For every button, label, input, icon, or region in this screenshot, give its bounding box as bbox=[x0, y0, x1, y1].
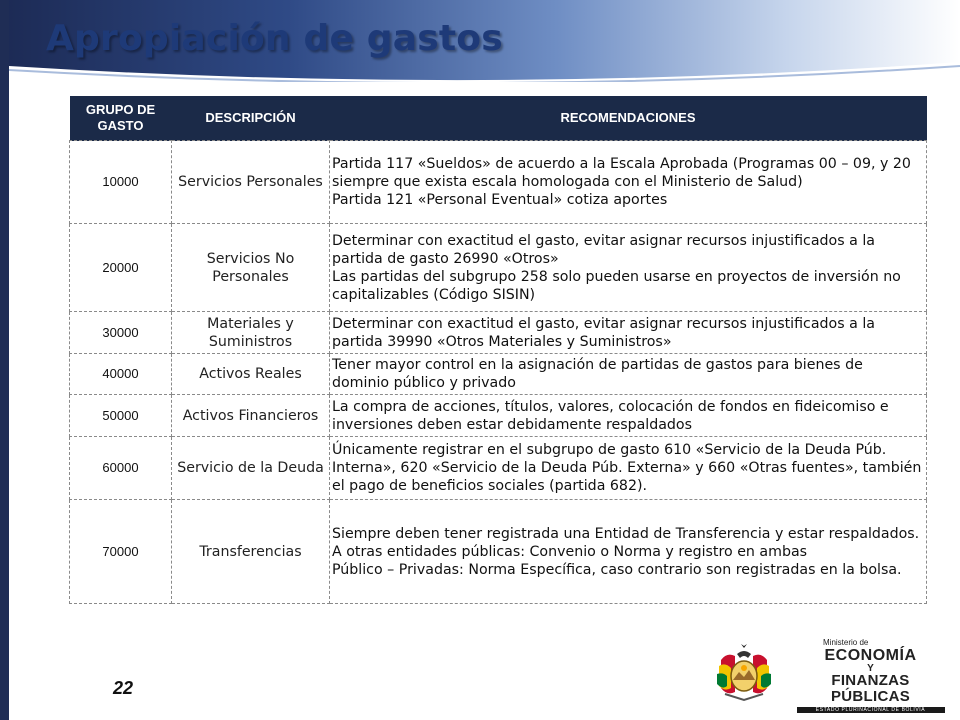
logo-y: Y bbox=[867, 663, 874, 674]
ministry-logo bbox=[713, 638, 948, 713]
row-code: 60000 bbox=[70, 437, 172, 500]
bolivia-coat-of-arms-icon bbox=[713, 642, 775, 702]
table-row bbox=[70, 141, 927, 224]
page-number: 22 bbox=[113, 678, 134, 698]
header-recomendaciones: RECOMENDACIONES bbox=[330, 96, 927, 141]
row-code: 10000 bbox=[70, 141, 172, 224]
row-code: 20000 bbox=[70, 224, 172, 312]
logo-estado: ESTADO PLURINACIONAL DE BOLIVIA bbox=[797, 707, 945, 713]
row-description: Activos Reales bbox=[172, 354, 330, 395]
row-code: 40000 bbox=[70, 354, 172, 395]
row-recommendation: Siempre deben tener registrada una Entidad de Transferencia y estar respaldados. A otras entidades públicas: Convenio o Norma y registro en ambas Público – Privadas: Norma Específica, caso contrario son registradas en la bolsa. bbox=[332, 525, 920, 578]
table-row bbox=[70, 395, 927, 437]
table-row bbox=[70, 437, 927, 500]
left-accent-bar bbox=[0, 0, 9, 720]
header-grupo-de-gasto: GRUPO DE GASTO bbox=[70, 96, 172, 141]
row-recommendation: Determinar con exactitud el gasto, evitar asignar recursos injustificados a la partida de gasto 26990 «Otros» Las partidas del subgrupo 258 solo pueden usarse en proyectos de inversión no capitalizables (Código SISIN) bbox=[332, 232, 901, 303]
row-recommendation: La compra de acciones, títulos, valores, colocación de fondos en fideicomiso e inversiones deben estar debidamente respaldados bbox=[332, 398, 889, 433]
row-recommendation: Determinar con exactitud el gasto, evitar asignar recursos injustificados a la partida 39990 «Otros Materiales y Suministros» bbox=[332, 315, 875, 350]
row-description: Servicios No Personales bbox=[172, 224, 330, 312]
row-recommendation: Partida 117 «Sueldos» de acuerdo a la Escala Aprobada (Programas 00 – 09, y 20 siempre que exista escala homologada con el Ministerio de Salud) Partida 121 «Personal Eventual» cotiza aportes bbox=[332, 156, 911, 208]
row-code: 30000 bbox=[70, 312, 172, 354]
row-recommendation: Únicamente registrar en el subgrupo de gasto 610 «Servicio de la Deuda Púb. Interna», 620 «Servicio de la Deuda Púb. Externa» y 660 «Otras fuentes», también el pago de beneficios sociales (partida 682). bbox=[332, 442, 922, 494]
row-description: Servicio de la Deuda bbox=[172, 437, 330, 500]
row-description: Servicios Personales bbox=[172, 141, 330, 224]
row-description: Transferencias bbox=[172, 500, 330, 604]
row-code: 70000 bbox=[70, 500, 172, 604]
logo-economia: ECONOMÍA bbox=[824, 647, 917, 664]
page-title: Apropiación de gastos bbox=[46, 18, 503, 59]
header-descripcion: DESCRIPCIÓN bbox=[172, 96, 330, 141]
row-code: 50000 bbox=[70, 395, 172, 437]
row-recommendation: Tener mayor control en la asignación de partidas de gastos para bienes de dominio público y privado bbox=[332, 357, 863, 391]
row-description: Materiales y Suministros bbox=[172, 312, 330, 354]
row-description: Activos Financieros bbox=[172, 395, 330, 437]
table-row bbox=[70, 312, 927, 354]
table-row bbox=[70, 500, 927, 604]
logo-ministerio: Ministerio de bbox=[823, 638, 869, 647]
table-row bbox=[70, 224, 927, 312]
logo-finanzas: FINANZAS PÚBLICAS bbox=[830, 672, 911, 705]
budget-table bbox=[69, 96, 927, 604]
table-header-row bbox=[70, 96, 927, 141]
table-row bbox=[70, 354, 927, 395]
